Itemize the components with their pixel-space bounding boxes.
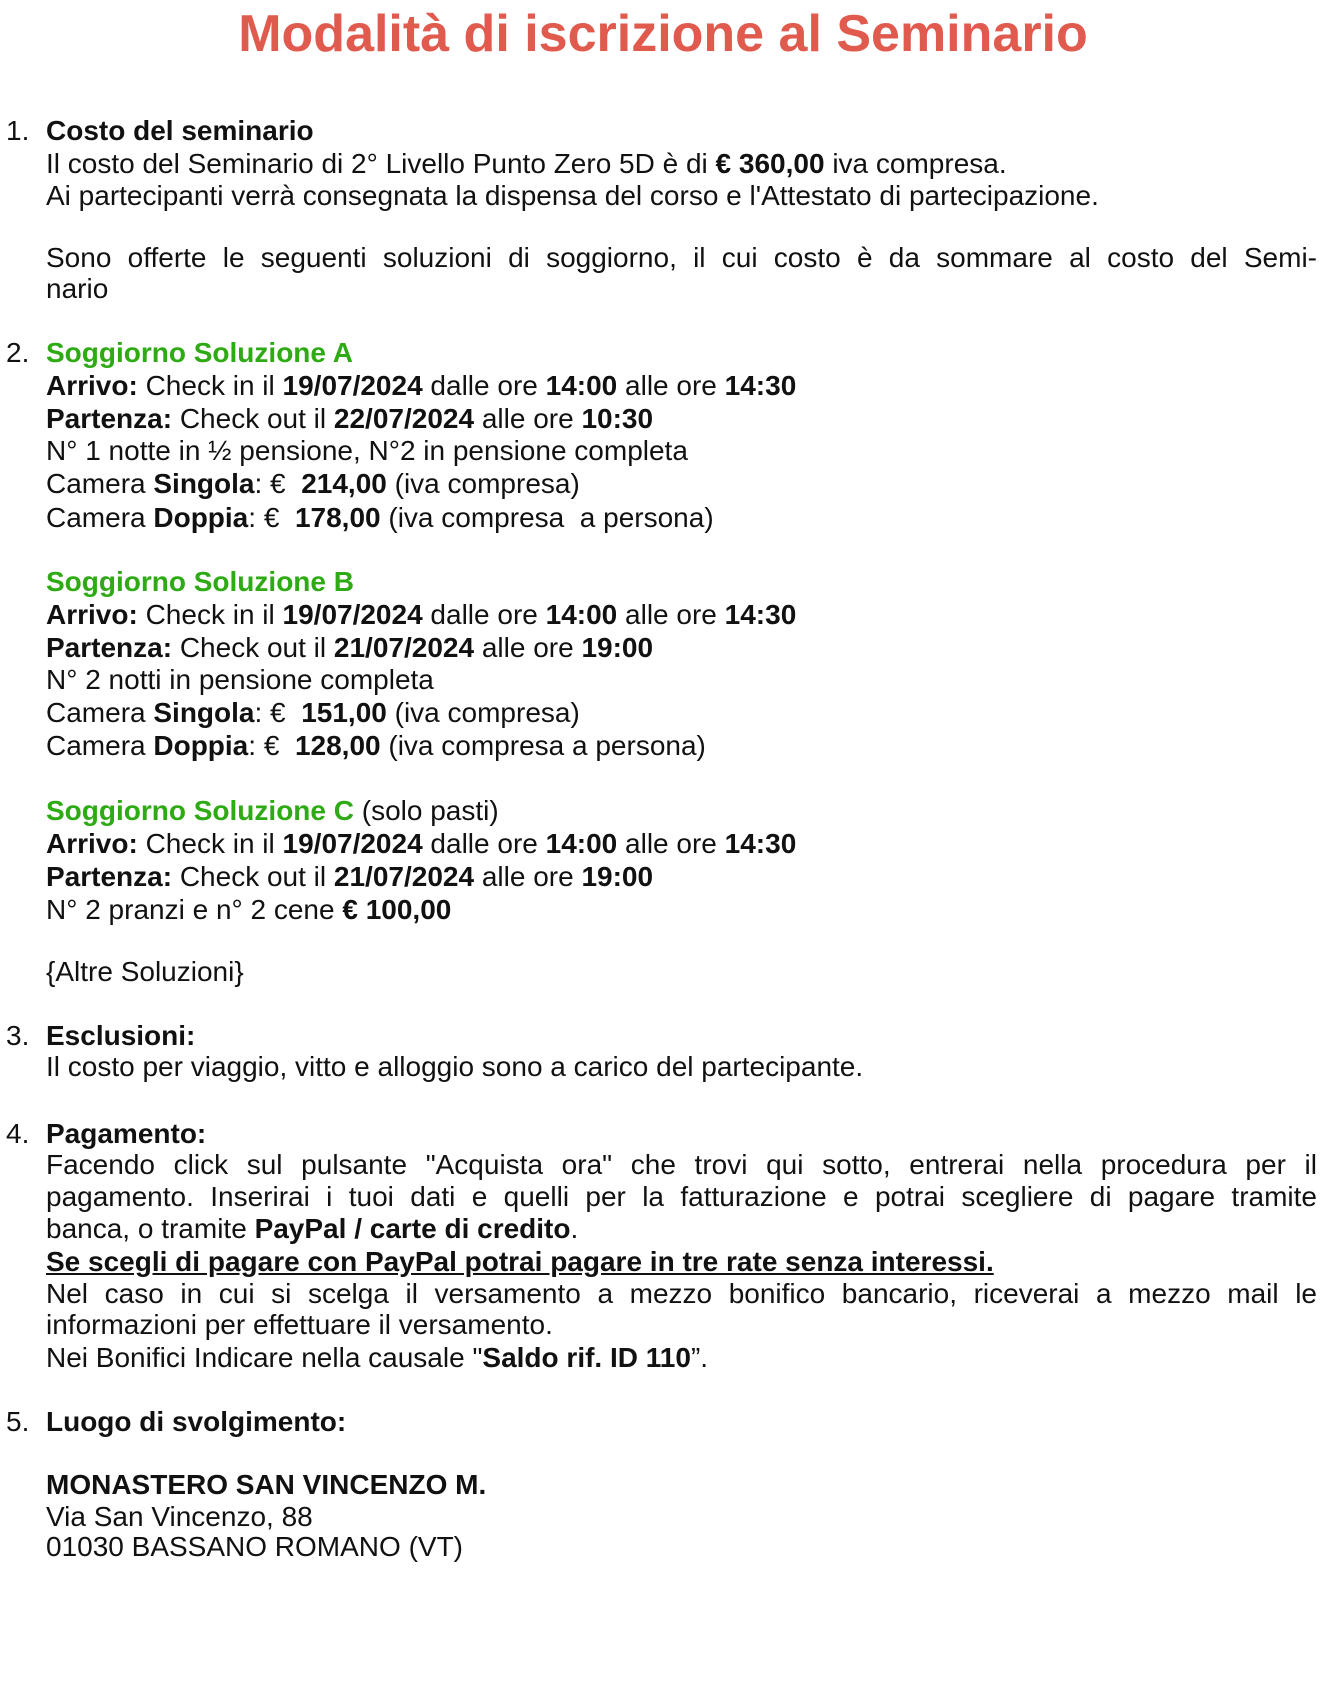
soluzione-c-pasti: N° 2 pranzi e n° 2 cene € 100,00	[46, 894, 452, 925]
soluzione-b-partenza: Partenza: Check out il 21/07/2024 alle ore 19:00	[46, 632, 654, 663]
pagamento-text-3: banca, o tramite PayPal / carte di credito.	[46, 1213, 579, 1244]
venue-name: MONASTERO SAN VINCENZO M.	[46, 1469, 487, 1500]
pagamento-text-5: informazioni per effettuare il versamento.	[46, 1309, 553, 1340]
list-number-3: 3.	[6, 1020, 30, 1051]
soluzione-a-heading: Soggiorno Soluzione A	[46, 337, 353, 368]
section-heading-luogo: Luogo di svolgimento:	[46, 1406, 347, 1437]
seminar-materials-line: Ai partecipanti verrà consegnata la dispensa del corso e l'Attestato di partecipazione.	[46, 180, 1099, 211]
soluzione-a-doppia: Camera Doppia: € 178,00 (iva compresa a persona)	[46, 502, 714, 533]
soluzione-b-notti: N° 2 notti in pensione completa	[46, 664, 434, 695]
list-number-5: 5.	[6, 1406, 30, 1437]
soluzione-a-singola: Camera Singola: € 214,00 (iva compresa)	[46, 468, 580, 499]
pagamento-text-2: pagamento. Inserirai i tuoi dati e quelli per la fatturazione e potrai scegliere di pagare tramite	[46, 1181, 1317, 1212]
section-heading-pagamento: Pagamento:	[46, 1118, 207, 1149]
soluzione-b-singola: Camera Singola: € 151,00 (iva compresa)	[46, 697, 580, 728]
altre-soluzioni: {Altre Soluzioni}	[46, 956, 244, 987]
seminar-cost-line: Il costo del Seminario di 2° Livello Punto Zero 5D è di € 360,00 iva compresa.	[46, 148, 1007, 179]
list-number-2: 2.	[6, 337, 30, 368]
soluzione-b-arrivo: Arrivo: Check in il 19/07/2024 dalle ore 14:00 alle ore 14:30	[46, 599, 797, 630]
paypal-rate-note: Se scegli di pagare con PayPal potrai pagare in tre rate senza interessi.	[46, 1246, 994, 1277]
page-title: Modalità di iscrizione al Seminario	[238, 5, 1088, 63]
list-number-1: 1.	[6, 115, 30, 146]
stay-options-intro: Sono offerte le seguenti soluzioni di soggiorno, il cui costo è da sommare al costo del Semi-	[46, 242, 1317, 273]
list-number-4: 4.	[6, 1118, 30, 1149]
soluzione-b-heading: Soggiorno Soluzione B	[46, 566, 354, 597]
pagamento-text-1: Facendo click sul pulsante "Acquista ora" che trovi qui sotto, entrerai nella procedura per il	[46, 1149, 1317, 1180]
soluzione-c-heading: Soggiorno Soluzione C (solo pasti)	[46, 795, 499, 826]
soluzione-a-notti: N° 1 notte in ½ pensione, N°2 in pensione completa	[46, 435, 688, 466]
venue-address-street: Via San Vincenzo, 88	[46, 1501, 313, 1532]
esclusioni-text: Il costo per viaggio, vitto e alloggio sono a carico del partecipante.	[46, 1051, 864, 1082]
pagamento-causale: Nei Bonifici Indicare nella causale "Saldo rif. ID 110”.	[46, 1342, 709, 1373]
stay-options-intro-cont: nario	[46, 273, 109, 304]
section-heading-esclusioni: Esclusioni:	[46, 1020, 196, 1051]
pagamento-text-4: Nel caso in cui si scelga il versamento a mezzo bonifico bancario, riceverai a mezzo mail le	[46, 1278, 1317, 1309]
venue-address-city: 01030 BASSANO ROMANO (VT)	[46, 1531, 464, 1562]
soluzione-a-partenza: Partenza: Check out il 22/07/2024 alle ore 10:30	[46, 403, 654, 434]
soluzione-a-arrivo: Arrivo: Check in il 19/07/2024 dalle ore 14:00 alle ore 14:30	[46, 370, 797, 401]
seminar-price: € 360,00	[715, 148, 825, 179]
soluzione-b-doppia: Camera Doppia: € 128,00 (iva compresa a persona)	[46, 730, 706, 761]
soluzione-c-arrivo: Arrivo: Check in il 19/07/2024 dalle ore 14:00 alle ore 14:30	[46, 828, 797, 859]
soluzione-c-partenza: Partenza: Check out il 21/07/2024 alle ore 19:00	[46, 861, 654, 892]
section-heading-costo: Costo del seminario	[46, 115, 314, 146]
